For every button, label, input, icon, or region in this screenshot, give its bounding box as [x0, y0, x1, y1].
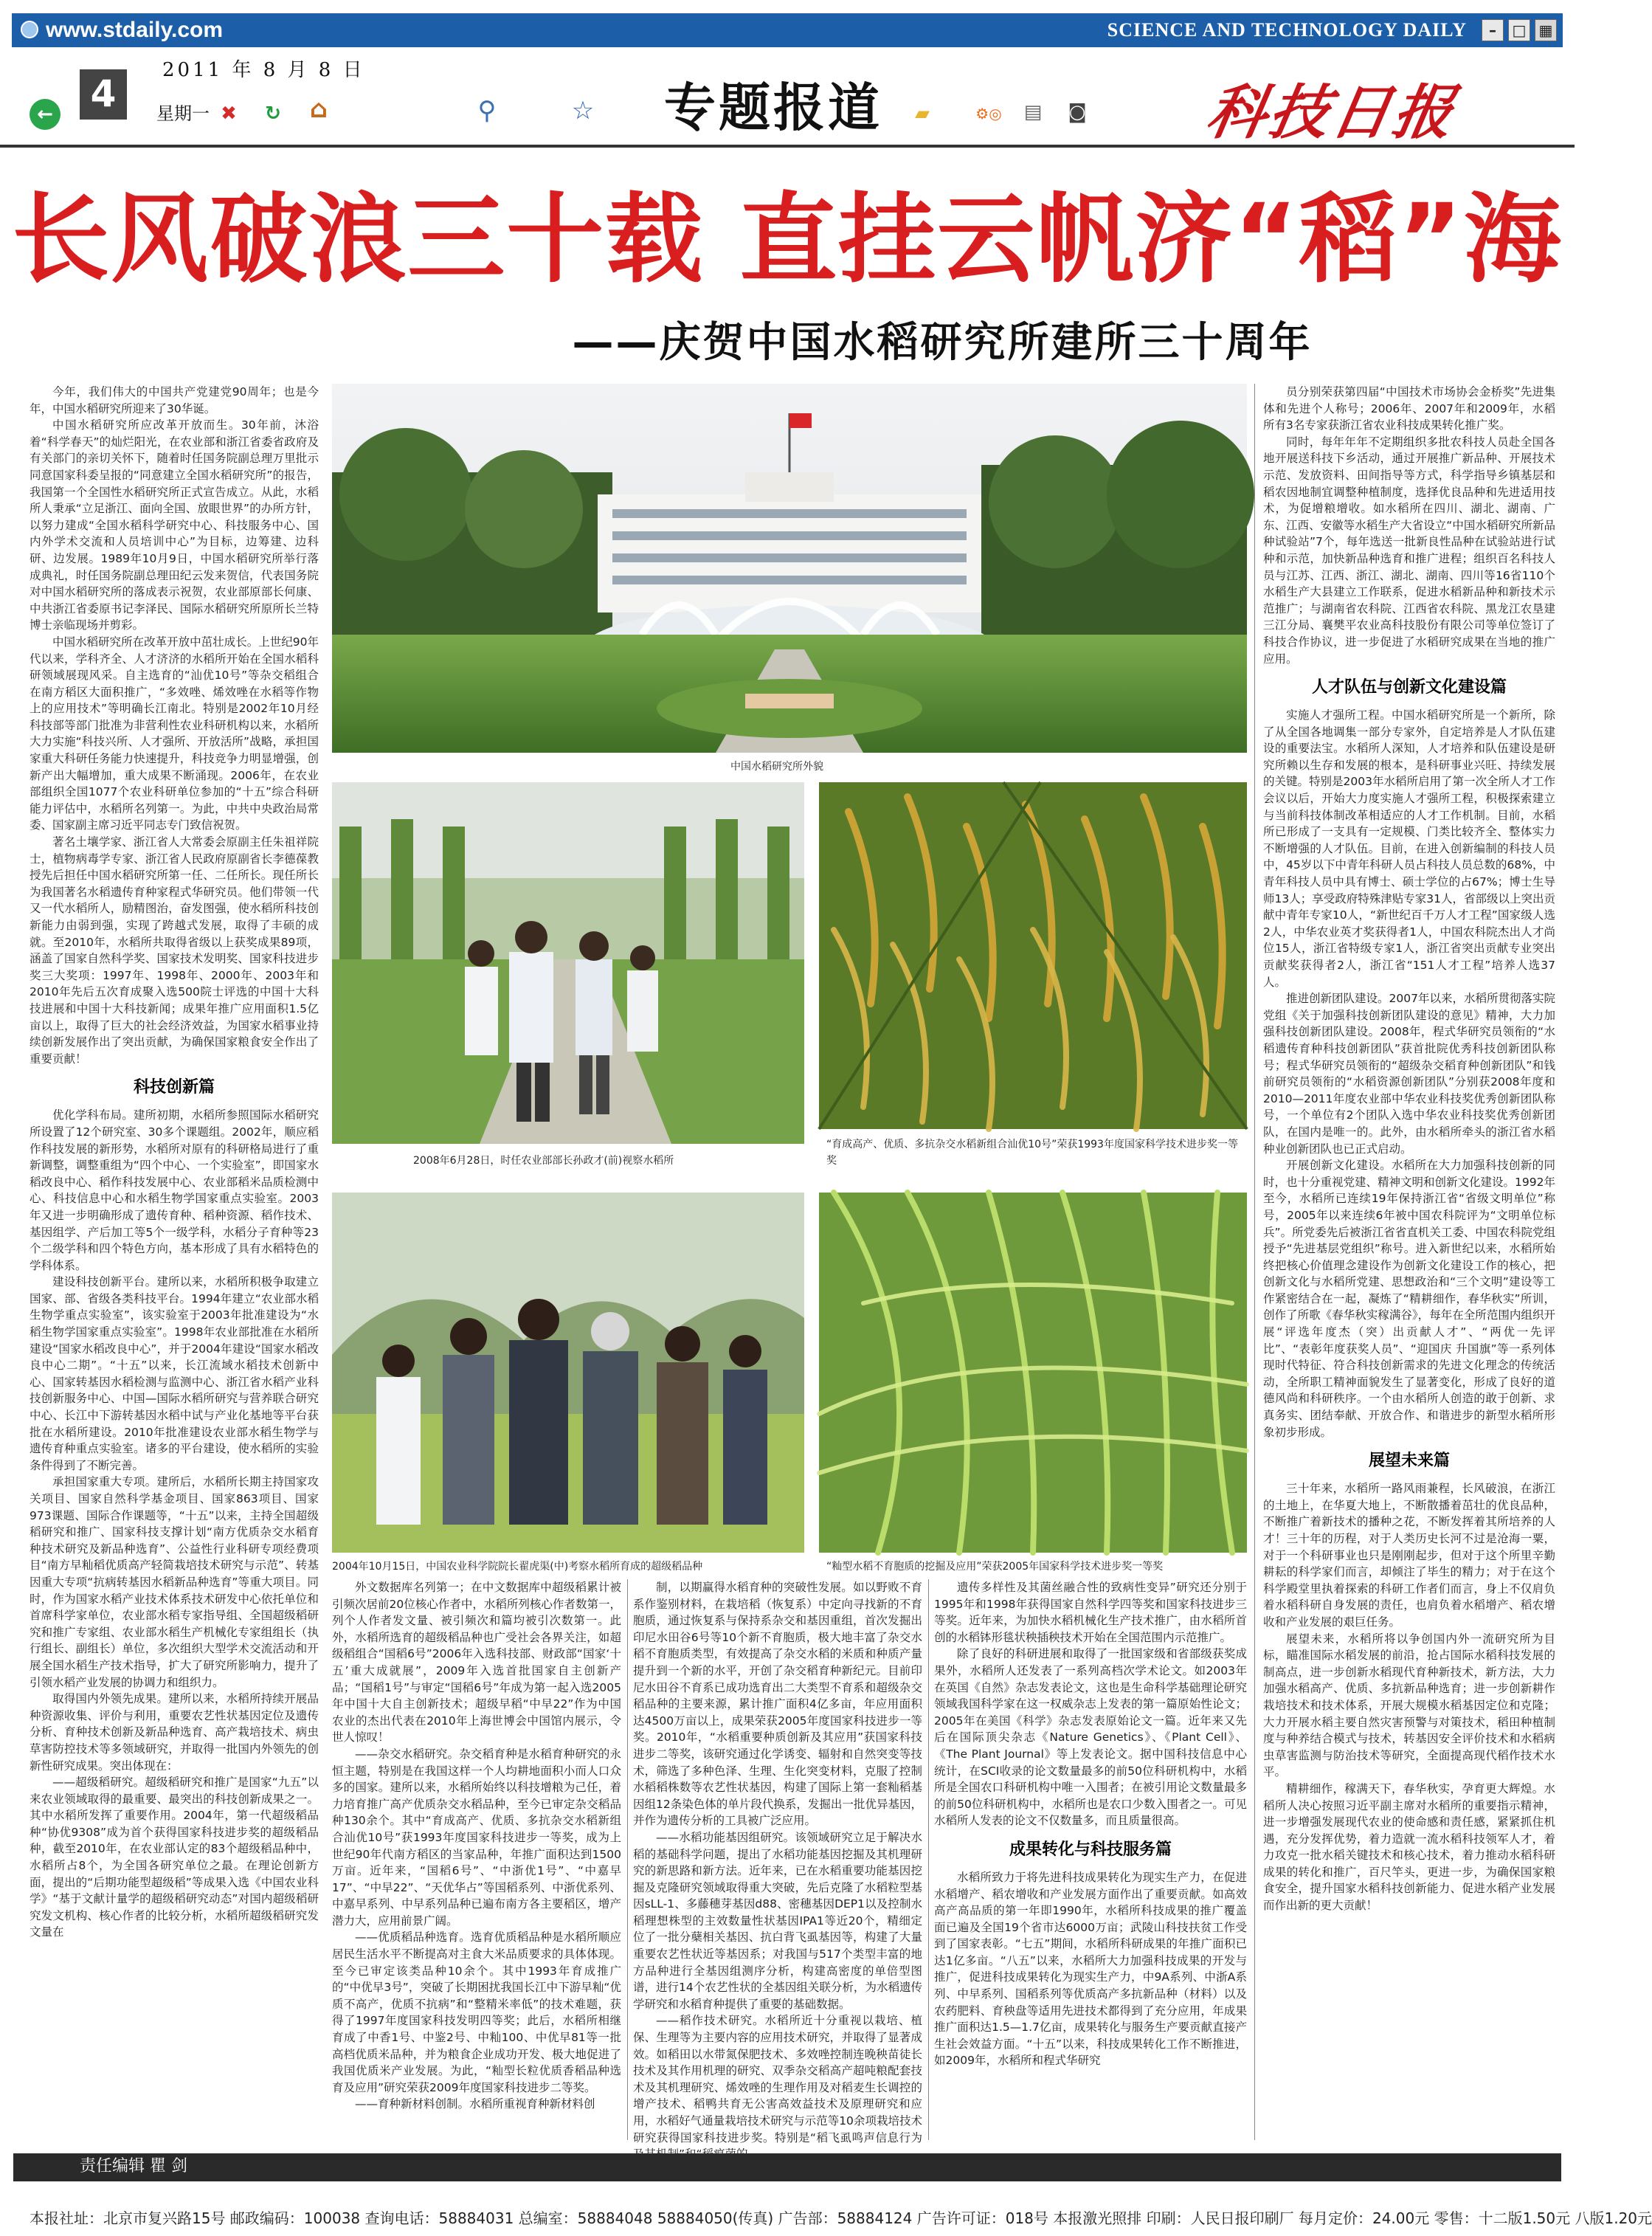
subheadline: ——庆贺中国水稻研究所建所三十周年	[572, 319, 1313, 367]
minimize-icon[interactable]: –	[1482, 19, 1504, 41]
research-visit-photo	[332, 1193, 804, 1553]
paragraph: 同时，每年年年不定期组织多批农科技人员赴全国各地开展送科技下乡活动，通过开展推广新品种、开展技术示范、发放资料、田间指导等方式，科学指导乡镇基层和稻农因地制宜调整种植制度，选择优良品种和先进适用技术，为促增粮增收。如水稻所在四川、湖北、湖南、广东、江西、安徽等水稻生产大省设立“中国水稻研究所新品种试验站”7个，每年选送一批新良性品种在试验站进行试种和示范，加快新品种选育和推广进程；组织百名科技人员与江苏、江西、浙江、湖北、湖南、四川等16省110个水稻生产大县建立工作联系，促进水稻新品种和新技术示范推广；与湖南省农科院、江西省农科院、黑龙江农垦建三江分局、襄樊平农业高科技股份有限公司等单位签订了科技合作协议，进一步促进了水稻研究成果在当地的推广应用。	[1263, 435, 1555, 666]
photo-caption-academy-visit: 2004年10月15日，中国农业科学院院长翟虎渠(中)考察水稻所育成的超级稻品种	[332, 1561, 703, 1573]
globe-icon	[21, 21, 38, 38]
favorites-star-icon[interactable]: ☆	[571, 96, 595, 125]
paragraph: 推进创新团队建设。2007年以来，水稻所贯彻落实院党组《关于加强科技创新团队建设的意见》精神，大力加强科技创新团队建设。2008年，程式华研究员领衔的“水稻遗传育种科技创新团队”获首批院优秀科技创新团队称号；程式华研究员领衔的“超级杂交稻育种创新团队”和钱前研究员领衔的“水稻资源创新团队”分别获2008年度和2010—2011年度农业部中华农业科技奖优秀创新团队称号，一个单位有2个团队入选中华农业科技奖优秀创新团队，在国内是唯一的。此外，由水稻所牵头的浙江省水稻种业创新团队也已正式启动。	[1263, 992, 1555, 1156]
top-banner	[12, 13, 1563, 47]
photo-caption-main: 中国水稻研究所外貌	[730, 761, 823, 773]
section-heading-outlook: 展望未来篇	[1368, 1452, 1450, 1471]
paragraph: 中国水稻研究所在改革开放中茁壮成长。上世纪90年代以来，学科齐全、人才济济的水稻所开始在全国水稻科研领域展现风采。自主选育的“汕优10号”等杂交稻组合在南方稻区大面积推广，“多效唑、烯效唑在水稻等作物上的应用技术”等明确长江南北。特别是2002年10月经科技部等部门批准为非营利性农业科研机构以来，水稻所大力实施“科技兴所、人才强所、开放活所”战略，承担国家重大科研任务能力快速提升，科技竞争力明显增强，创新产出大幅增加，重大成果不断涌现。2006年，在农业部组织全国1077个农业科研单位参加的“十五”综合科研能力评估中，水稻所名列第一。为此，中共中央政治局常委、国家副主席习近平同志专门致信祝贺。	[30, 635, 319, 832]
paragraph: 三十年来，水稻所一路风雨兼程，长风破浪，在浙江的土地上，在华夏大地上，不断散播着茁壮的优良品种，不断推广着新技术的播种之花，不断发挥着其所培养的人才！三十年的历程，对于人类历史长河不过是沧海一粟，对于一个科研事业也只是刚刚起步，但对于这个所里辛勤耕耘的科学家们而言，却倾注了毕生的精力；对于在这个科学殿堂里执着探索的科研工作者们而言，身上不仅肩负着水稻科研自身发展的责任，也肩负着水稻增产、稻农增收和产业发展的艰巨任务。	[1263, 1482, 1555, 1629]
paragraph: 遗传多样性及其菌丝融合性的致病性变异”研究还分别于1995年和1998年获得国家自然科学四等奖和国家科技进步三等奖。近年来，为加快水稻机械化生产技术推广，由水稻所首创的水稻钵形毯状秧插秧技术开始在全国范围内示范推广。	[934, 1581, 1247, 1644]
paragraph: ——超级稻研究。超级稻研究和推广是国家“九五”以来农业领域取得的最重要、最突出的科技创新成果之一。其中水稻所发挥了重要作用。2004年，第一代超级稻品种“协优9308”成为首个获得国家科技进步奖的超级稻品种，截至2010年，在农业部认定的83个超级稻品种中，水稻所占8个，为全国各研究单位之最。在理论创新方面，提出的“后期功能型超级稻”等成果入选《中国农业科学》“基于文献计量学的超级稻研究动态”对国内超级稻研究发文机构、核心作者的比较分析，水稻所超级稻研究发文量在	[30, 1776, 319, 1939]
search-icon[interactable]: ⚲	[477, 96, 497, 125]
section-heading-transfer: 成果转化与科技服务篇	[1009, 1840, 1172, 1859]
paragraph-group	[633, 1579, 922, 2163]
paragraph: 著名土壤学家、浙江省人大常委会原副主任朱祖祥院士，植物病毒学专家、浙江省人民政府原副省长李德葆教授先后担任中国水稻研究所第一任、二任所长。现任所长为我国著名水稻遗传育种家程式华研究员。他们带领一代又一代水稻所人，励精图治，奋发图强，使水稻所科技创新能力由弱到强，实现了跨越式发展，取得了丰硕的成就。至2010年，水稻所共取得省级以上获奖成果89项，涵盖了国家自然科学奖、国家技术发明奖、国家科技进步奖三大奖项：1997年、1998年、2000年、2003年和2010年先后五次育成聚入选500院士评选的中国十大科技进展和中国十大科技新闻；成果年推广应用面积1.5亿亩以上，取得了巨大的社会经济效益，为国家水稻事业持续创新发展作出了突出贡献，为确保国家粮食安全作出了重要贡献！	[30, 835, 319, 1066]
column-divider	[928, 1579, 929, 2140]
settings-icon[interactable]: ⚙◎	[975, 105, 1002, 123]
paragraph: 除了良好的科研进展和取得了一批国家级和省部级获奖成果外，水稻所人还发表了一系列高档次学术论文。如2003年在英国《自然》杂志发表论文，这也是生命科学基础理论研究领域我国科学家在这一权威杂志上发表的第一篇原始性论文；2005年在美国《科学》杂志发表原始论文一篇。近年来又先后在国际顶尖杂志《Nature Genetics》、《Plant Cell》、《The Plant Journal》等上发表论文。据中国科技信息中心统计，在SCI收录的论文数量最多的前50位科研机构中，水稻所是全国农口科研机构中唯一入围者；在被引用论文数量最多的前50位科研机构中，水稻所也是农口少数入围者之一。可见水稻所人发表的论文不仅数量多，而且质量很高。	[934, 1647, 1247, 1828]
page-number: 4	[80, 69, 127, 120]
camera-icon[interactable]: ◙	[1068, 101, 1087, 123]
paragraph-group	[1263, 1480, 1555, 1914]
section-title: 专题报道	[664, 77, 882, 138]
paragraph-group	[1263, 384, 1555, 667]
article-column-1	[30, 384, 319, 1939]
restore-icon[interactable]: □	[1508, 19, 1530, 41]
english-title: SCIENCE AND TECHNOLOGY DAILY	[1107, 19, 1467, 41]
section-heading-innovation: 科技创新篇	[133, 1078, 215, 1097]
paragraph-group	[332, 1579, 621, 2113]
paragraph: ——水稻功能基因组研究。该领域研究立足于解决水稻的基础科学问题，提出了水稻功能基因挖掘及其机理研究的新思路和新方法。近年来，已在水稻重要功能基因挖掘及克隆研究领域取得重大突破，先后克隆了水稻粒型基因sLL-1、多藤穗芽基因d88、密穗基因DEP1以及控制水稻理想株型的主效数量性状基因IPA1等近20个，精细定位了一批分蘖相关基因、抗白背飞虱基因等，构建了大量重要农艺性状近等基因系；对我国与517个类型丰富的地方品种进行全基因组测序分析，构建高密度的单倍型图谱，进行14个农艺性状的全基因组关联分析，为水稻遗传学研究和水稻育种提供了重要的基础数据。	[633, 1830, 922, 2011]
paragraph: 员分别荣获第四届“中国技术市场协会金桥奖”先进集体和先进个人称号；2006年、2007年和2009年，水稻所有3名专家获浙江省农业科技成果转化推广奖。	[1263, 385, 1555, 432]
paragraph: ——优质稻品种选育。选育优质稻品种是水稻所顺应居民生活水平不断提高对主食大米品质要求的具体体现。至今已审定该类品种10余个。其中1993年育成推广的“中优早3号”，突破了长期困扰我国长江中下游早籼“优质不高产，优质不抗病”和“整精米率低”的技术难题，获得了1997年度国家科技发明四等奖；此后，水稻所相继育成了中香1号、中鉴2号、中籼100、中优早81等一批高档优质米品种，并为粮食企业成功开发、极大地促进了我国优质米产业发展。为此，“籼型长粒优质香稻品种选育及应用”研究荣获2009年度国家科技进步二等奖。	[332, 1930, 621, 2094]
paragraph: 实施人才强所工程。中国水稻研究所是一个新所，除了从全国各地调集一部分专家外，自定培养是人才队伍建设的重要法宝。水稻所人深知，人才培养和队伍建设是研究所赖以生存和发展的根本，是科研事业兴旺、持续发展的关键。特别是2003年水稻所启用了第一次全所人才工作会议以后，开始大力度实施人才强所工程，积极探索建立与当前科技体制改革相适应的人才工作机制。目前，水稻所已形成了一支具有一定规模、门类比较齐全、整体实力不断增强的人才队伍。目前，在进入创新编制的科技人员中，45岁以下中青年科研人员占科技人员总数的68%，中青年科技人员中具有博士、硕士学位的占67%；博士生导师13人；享受政府特殊津贴专家31人，省部级以上突出贡献中青年专家10人，“新世纪百千万人才工程”国家级人选2人，中华农业英才奖获得者1人，中国农科院杰出人才尚位15人，浙江省特级专家1人，浙江省突出贡献专业突出贡献奖获得者2人，浙江省“151人才工程”培养人选37人。	[1263, 708, 1555, 989]
article-column-4	[934, 1579, 1247, 2140]
paragraph-group	[1263, 707, 1555, 1440]
paragraph: 今年，我们伟大的中国共产党建党90周年；也是今年，中国水稻研究所迎来了30华诞。	[30, 385, 319, 415]
headline: 长风破浪三十载 直挂云帆济“稻”海	[12, 183, 1563, 297]
paragraph: 优化学科布局。建所初期，水稻所参照国际水稻研究所设置了12个研究室、30多个课题组。2002年，顺应稻作科技发展的新形势，水稻所对原有的科研格局进行了重新调整，调整重组为“四个中心、一个实验室”，即国家水稻改良中心、稻作科技发展中心、农业部稻米品质检测中心、科技信息中心和水稻生物学国家重点实验室。2003年又进一步明确形成了遗传育种、稻种资源、稻作技术、基因组学、产后加工等5个一级学科，水稻分子育种等23个二级学科和四个特色方向，基本形成了具有水稻特色的学科体系。	[30, 1108, 319, 1272]
paragraph: 精耕细作，稼满天下，春华秋实，孕育更大辉煌。水稻所人决心按照习近平副主席对水稻所的重要指示精神，进一步增强发展现代农业的使命感和责任感，紧紧抓住机遇，充分发挥优势，着力造就一流水稻科技领军人才，着力攻克一批水稻关键技术和核心技术，着力推动水稻科研成果的转化和推广，百尺竿头，更进一步，为确保国家粮食安全，提升国家水稻科技创新能力、促进水稻产业发展而作出新的更大贡献！	[1263, 1781, 1555, 1913]
weekday-label: 星期一	[156, 103, 210, 124]
article-column-2	[332, 1579, 621, 2140]
masthead	[0, 0, 1575, 148]
rice-grain-photo	[819, 782, 1247, 1129]
paragraph: 取得国内外领先成果。建所以来，水稻所持续开展品种资源收集、评价与利用，重要农艺性状基因定位及遗传分析、育种技术创新及新品种选育、高产栽培技术、病虫草害防控技术等多领域研究，并取得一批国内外领先的创新性研究成果。突出体现在：	[30, 1692, 319, 1773]
article-column-5	[1263, 384, 1555, 2140]
back-arrow-icon[interactable]: ←	[30, 99, 61, 130]
folder-icon[interactable]: ▰	[915, 103, 930, 125]
window-controls	[1482, 19, 1557, 41]
rice-plant-photo	[819, 1193, 1247, 1553]
paragraph: 开展创新文化建设。水稻所在大力加强科技创新的同时，也十分重视党建、精神文明和创新文化建设。1992年至今，水稻所已连续19年保持浙江省“省级文明单位”称号，2005年以来连续6年被中国农科院评为“文明单位标兵”。所党委先后被浙江省省直机关工委、中国农科院党组授予“先进基层党组织”称号。进入新世纪以来，水稻所始终把核心价值理念建设作为创新文化建设工作的核心，把创新文化与水稻所党建、思想政治和“三个文明”建设等工作紧密结合在一起，凝炼了“精耕细作，春华秋实”所训，创作了所歌《春华秋实稼满谷》，每年在全所范围内组织开展“评选年度杰（突）出贡献人才”、“两优一先评比”、“表彰年度获奖人员”、“迎国庆 升国旗”等一系列体现时代特征、符合科技创新需求的先进文化理念的传统活动，全所职工精神面貌发生了显著变化，形成了良好的道德风尚和科研秩序。一个由水稻所人创造的敢于创新、求真务实、团结奉献、开放合作、和谐进步的新型水稻所形象初步形成。	[1263, 1159, 1555, 1439]
paragraph-group	[934, 1869, 1247, 2069]
home-icon[interactable]: ⌂	[309, 94, 328, 124]
paragraph: ——稻作技术研究。水稻所近十分重视以栽培、植保、生理等为主要内容的应用技术研究，并取得了显著成效。如稻田以水带氮保肥技术、多效唑控制连晚秧苗徒长技术及其作用机理的研究、双季杂交稻高产超吨粮配套技术及其机理研究、烯效唑的生理作用及对稻麦生长调控的增产技术、稻鸭共育无公害高效益技术及原理研究和应用，水稻好气通量栽培技术研究与示范等10余项栽培技术研究获得国家科技进步奖。特别是“稻飞虱鸣声信息行为	[633, 2014, 922, 2144]
paragraph: 承担国家重大专项。建所后，水稻所长期主持国家攻关项目、国家自然科学基金项目、国家863项目、国家973课题、国际合作课题等，“十五”以来，主持全国超级稻研究和推广、国家科技支撑计划“南方优质杂交水稻育种技术研究及新品种选育”、公益性行业科研专项经费项目“南方早籼稻优质高产轻简栽培技术研究与示范”、转基因重大专项“抗病转基因水稻新品种选育”等重大项目。同时，作为国家水稻产业技术体系技术研发中心依托单位和首席科学家单位，农业部水稻专家指导组、全国超级稻研究和推广专家组、农业部水稻生产机械化专家组组长（执行组长、副组长）单位，多次组织大型学术交流活动和开展全国水稻生产技术指导，扩大了研究所影响力，提升了引领水稻产业发展的协调力和组织力。	[30, 1475, 319, 1689]
publisher-info: 本报社址：北京市复兴路15号 邮政编码：100038 查询电话：58884031 总编室：58884048 58884050(传真) 广告部：58884124 广告许可证：018号 本报激光照排 印刷：人民日报印刷厂 每月定价：24.00元 零售：十二版1.50元 八版1.20元	[30, 2209, 1652, 2227]
paragraph: ——育种新材料创制。水稻所重视育种新材料创	[355, 2097, 595, 2111]
paragraph: 展望未来，水稻所将以争创国内外一流研究所为目标，瞄准国际水稻发展的前沿，抢占国际水稻科技发展的制高点，进一步创新水稻现代育种新技术，新方法，大力加强水稻高产、优质、多抗新品种选育；进一步创新耕作栽培技术和技术体系，开展大规模水稻基因定位和克隆；大力开展水稻主要自然灾害预警与对策技术，稻田种植制度与种养结合模式与技术，转基因安全评价技术和水稻病虫草害监测与防治技术等研究，全面提高现代稻作技术水平。	[1263, 1632, 1555, 1779]
refresh-icon[interactable]: ↻	[265, 103, 281, 125]
responsible-editor: 责任编辑 瞿 剑	[80, 2157, 187, 2175]
paragraph: 制，以期赢得水稻育种的突破性发展。如以野败不育系作鉴别材料，在栽培稻（恢复系）中定向寻找新的不育胞质，通过恢复系与保持系杂交和基因重组，首次发掘出印尼水田谷6号等10个新不育胞质，极大地丰富了杂交水稻不育胞质类型，有效提高了杂交水稻的米质和种质产量提升到一个新的水平，开创了杂交稻育种新纪元。目前印尼水田谷不育系已成功选育出二大类型不育系和超级杂交稻品种的主要来源，累计推广面积4亿多亩，年应用面积达4500万亩以上，成果荣获2005年度国家科技进步一等奖。2010年，“水稻重要种质创新及其应用”获国家科技进步二等奖，该研究通过化学诱变、辐射和自然突变等技术，筛选了多种色泽、生理、生化突变材料，克服了控制水稻稻株数等农艺性状基因，构建了国际上第一套籼稻基因组12条染色体的单片段代换系，发掘出一批优异基因，并作为遗传分析的工具被广泛应用。	[633, 1581, 922, 1828]
section-heading-talent: 人才队伍与创新文化建设篇	[1311, 678, 1507, 697]
site-url-link[interactable]: www.stdaily.com	[46, 18, 224, 42]
paragraph-group	[30, 384, 319, 1067]
newspaper-logo: 科技日报	[1201, 77, 1462, 147]
article-column-3	[633, 1579, 922, 2144]
paragraph-group	[934, 1579, 1247, 1829]
paragraph: 建设科技创新平台。建所以来，水稻所积极争取建立国家、部、省级各类科技平台。1994年建立“农业部水稻生物学重点实验室”，该实验室于2003年批准建设为“水稻生物学国家重点实验室”。1998年农业部批准在水稻所建设“国家水稻改良中心”，并于2004年建设“国家水稻改良中心二期”。“十五”以来，长江流域水稻技术创新中心、国家转基因水稻检测与监测中心、浙江省水稻产业科技创新服务中心、中国—国际水稻所研究与营养联合研究中心、长江中下游转基因水稻中试与产业化基地等平台获批在水稻所建设。2010年批准建设农业部水稻生物学与遗传育种重点实验室。诸多的平台建设，使水稻所的实验条件得到了不断完善。	[30, 1275, 319, 1472]
paragraph: 中国水稻研究所应改革开放而生。30年前，沐浴着“科学春天”的灿烂阳光，在农业部和浙江省委省政府及有关部门的亲切关怀下，随着时任国务院副总理万里批示同意国家科委呈报的“同意建立全国水稻研究所”的报告，我国第一个全国性水稻研究所正式宣告成立。从此，水稻所人秉承“立足浙江、面向全国、放眼世界”的办所方针，以努力建成“全国水稻科学研究中心、科技服务中心、国内外学术交流和人员培训中心”为目标，边筹建、边科研、边发展。1989年10月9日，中国水稻研究所举行落成典礼，时任国务院副总理田纪云发来贺信，代表国务院对中国水稻研究所的落成表示祝贺，农业部原部长何康、中共浙江省委原书记李泽民、国际水稻研究所原所长兰特博士亲临现场并剪彩。	[30, 418, 319, 632]
paragraph: 外文数据库名列第一；在中文数据库中超级稻累计被引频次居前20位核心作者中，水稻所列核心作者数第一，列个人作者发文量、被引频次和篇均被引次数第一。此外，水稻所选育的超级稻品种也广受社会各界关注，如超级稻组合“国稻6号”2006年入选科技部、财政部“国家‘十五’重大成就展”，2009年入选首批国家自主创新产品；“国稻1号”与审定“国稻6号”年成为第一起入选2005年中国十大自主创新技术；超级早稻“中早22”作为中国农业的杰出代表在2010年上海世博会中国馆内展示，令世人惊叹！	[332, 1581, 621, 1745]
photo-caption-rice-award: “育成高产、优质、多抗杂交水稻新组合汕优10号”荣获1993年度国家科学技术进步奖一等奖	[826, 1139, 1238, 1167]
document-icon[interactable]: ▤	[1023, 101, 1043, 123]
minister-visit-photo	[332, 782, 804, 1144]
photo-caption-cytoplasm-award: “籼型水稻不育胞质的挖掘及应用”荣获2005年国家科学技术进步奖一等奖	[826, 1561, 1164, 1573]
grid-icon[interactable]: ▦	[1535, 19, 1557, 41]
column-divider	[1254, 384, 1255, 2140]
footer-bar	[13, 2153, 1561, 2181]
paragraph: ——杂交水稻研究。杂交稻育种是水稻育种研究的永恒主题，特别是在我国这样一个人均耕地面积小而人口众多的国家。建所以来，水稻所始终以科技增粮为己任，着力培育推广高产优质杂交水稻品种，至今已审定杂交稻品种130余个。其中“育成高产、优质、多抗杂交水稻新组合汕优10号”获1993年度国家科技进步一等奖，成为上世纪90年代南方稻区的当家品种，年推广面积达到1500万亩。近年来，“国稻6号”、“中浙优1号”、“中嘉早17”、“中早22”、“天优华占”等国稻系列、中浙优系列、中嘉早系列、中早系列品种已遍布南方各主要稻区，增产潜力大，应用前景广阔。	[332, 1747, 621, 1928]
issue-date: 2011 年 8 月 8 日	[162, 59, 365, 81]
close-icon[interactable]: ✖	[221, 103, 237, 125]
photo-caption-minister: 2008年6月28日，时任农业部部长孙政才(前)视察水稻所	[413, 1155, 674, 1167]
article-column-1-cont	[30, 1151, 319, 2140]
institute-building-photo	[332, 384, 1247, 753]
column-divider	[627, 1579, 628, 2140]
paragraph: 水稻所致力于将先进科技成果转化为现实生产力，在促进水稻增产、稻农增收和产业发展方面作出了重要贡献。如高效高产高品质的第一年即1990年，水稻所科技成果的推广覆盖面已遍及全国19个省市达6000万亩；武陵山科技扶贫工作受到了国家表彰。“七五”期间，水稻所科研成果的年推广面积已达1亿多亩。“八五”以来，水稻所大力加强科技成果的开发与推广，促进科技成果转化为现实生产力，中9A系列、中浙A系列、中早系列、国稻系列等优质高产多抗新品种（材料）以及农药肥料、育秧盘等适用先进技术都得到了充分应用，年成果推广面积达1.5—1.7亿亩，成果转化与服务生产要贡献直接产生社会效益方面。“十五”以来，科技成果转化工作不断推进，如2009年，水稻所和程式华研究	[934, 1870, 1247, 2068]
